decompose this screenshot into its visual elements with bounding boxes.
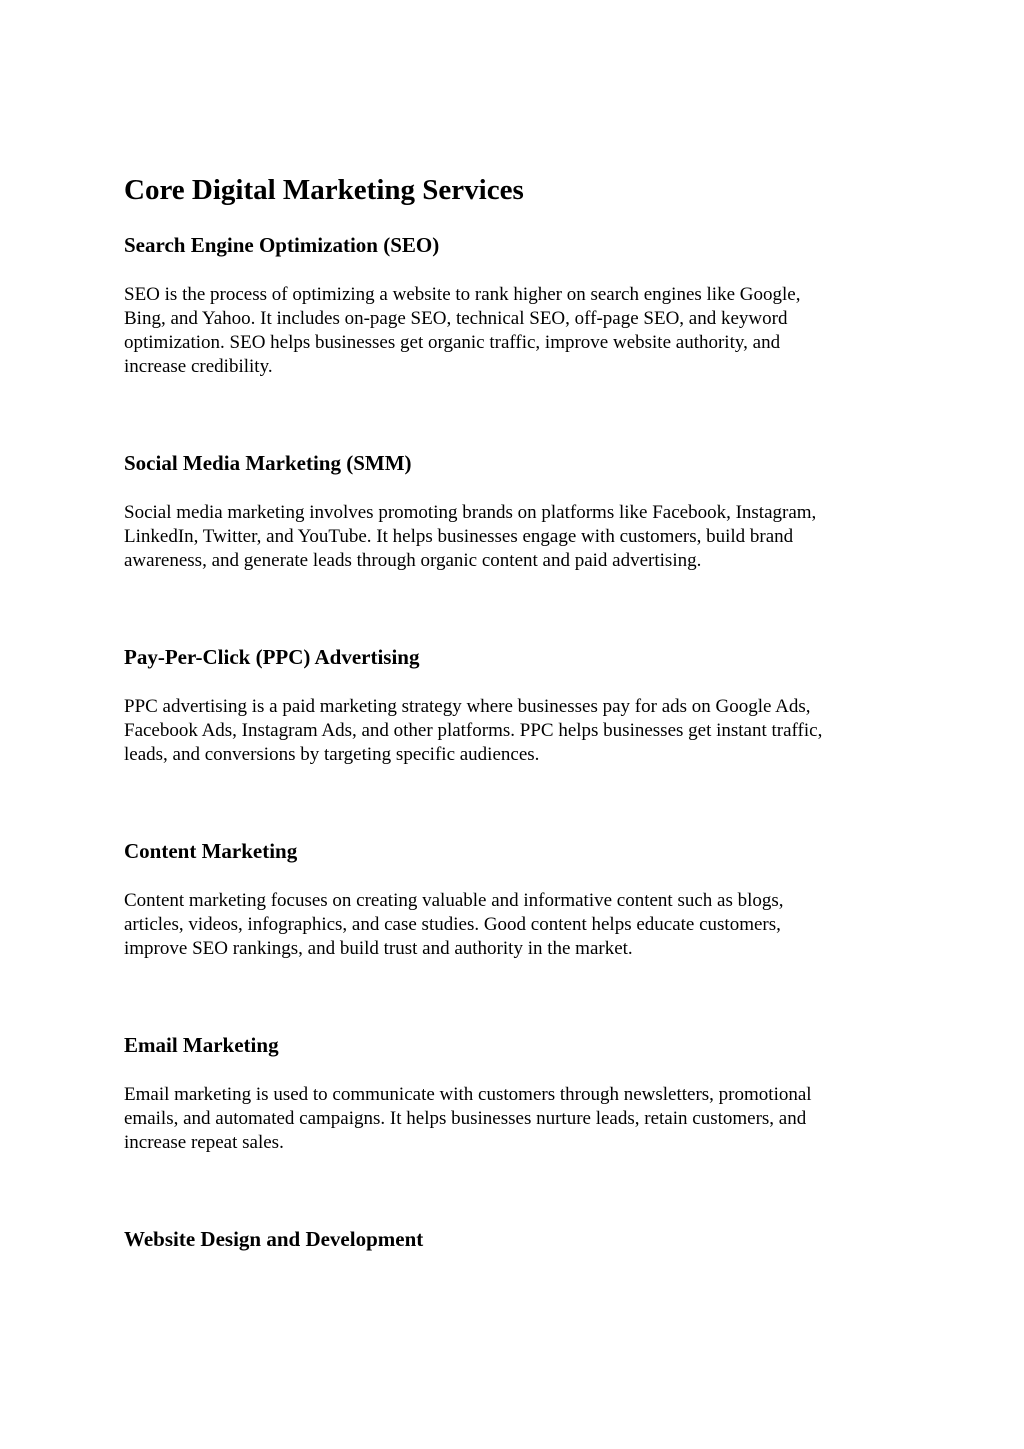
- body-line: LinkedIn, Twitter, and YouTube. It helps businesses engage with customers, build brand: [124, 526, 794, 547]
- body-line: increase credibility.: [124, 356, 273, 377]
- body-line: Social media marketing involves promoting brands on platforms like Facebook, Instagram,: [124, 502, 817, 523]
- section-body-email-marketing: [124, 1083, 904, 1155]
- body-line: articles, videos, infographics, and case studies. Good content helps educate customers,: [124, 914, 781, 935]
- section-heading-seo: Search Engine Optimization (SEO): [124, 233, 440, 257]
- body-line: PPC advertising is a paid marketing strategy where businesses pay for ads on Google Ads,: [124, 696, 811, 717]
- page-title: Core Digital Marketing Services: [124, 174, 524, 206]
- body-line: awareness, and generate leads through organic content and paid advertising.: [124, 550, 702, 571]
- body-line: emails, and automated campaigns. It helps businesses nurture leads, retain customers, and: [124, 1108, 807, 1129]
- body-line: Bing, and Yahoo. It includes on-page SEO, technical SEO, off-page SEO, and keyword: [124, 308, 788, 329]
- body-line: leads, and conversions by targeting specific audiences.: [124, 744, 540, 765]
- section-heading-content-marketing: Content Marketing: [124, 839, 298, 863]
- section-heading-website-design: Website Design and Development: [124, 1227, 424, 1251]
- section-heading-email-marketing: Email Marketing: [124, 1033, 279, 1057]
- body-line: Content marketing focuses on creating valuable and informative content such as blogs,: [124, 890, 784, 911]
- section-heading-ppc: Pay-Per-Click (PPC) Advertising: [124, 645, 420, 669]
- section-body-seo: [124, 283, 904, 379]
- body-line: SEO is the process of optimizing a website to rank higher on search engines like Google,: [124, 284, 801, 305]
- body-line: Email marketing is used to communicate with customers through newsletters, promotional: [124, 1084, 812, 1105]
- body-line: optimization. SEO helps businesses get organic traffic, improve website authority, and: [124, 332, 781, 353]
- body-line: improve SEO rankings, and build trust and authority in the market.: [124, 938, 633, 959]
- section-body-smm: [124, 501, 904, 573]
- section-heading-smm: Social Media Marketing (SMM): [124, 451, 412, 475]
- body-line: increase repeat sales.: [124, 1132, 284, 1153]
- section-body-ppc: [124, 695, 904, 767]
- body-line: Facebook Ads, Instagram Ads, and other platforms. PPC helps businesses get instant traffic,: [124, 720, 823, 741]
- section-body-content-marketing: [124, 889, 904, 961]
